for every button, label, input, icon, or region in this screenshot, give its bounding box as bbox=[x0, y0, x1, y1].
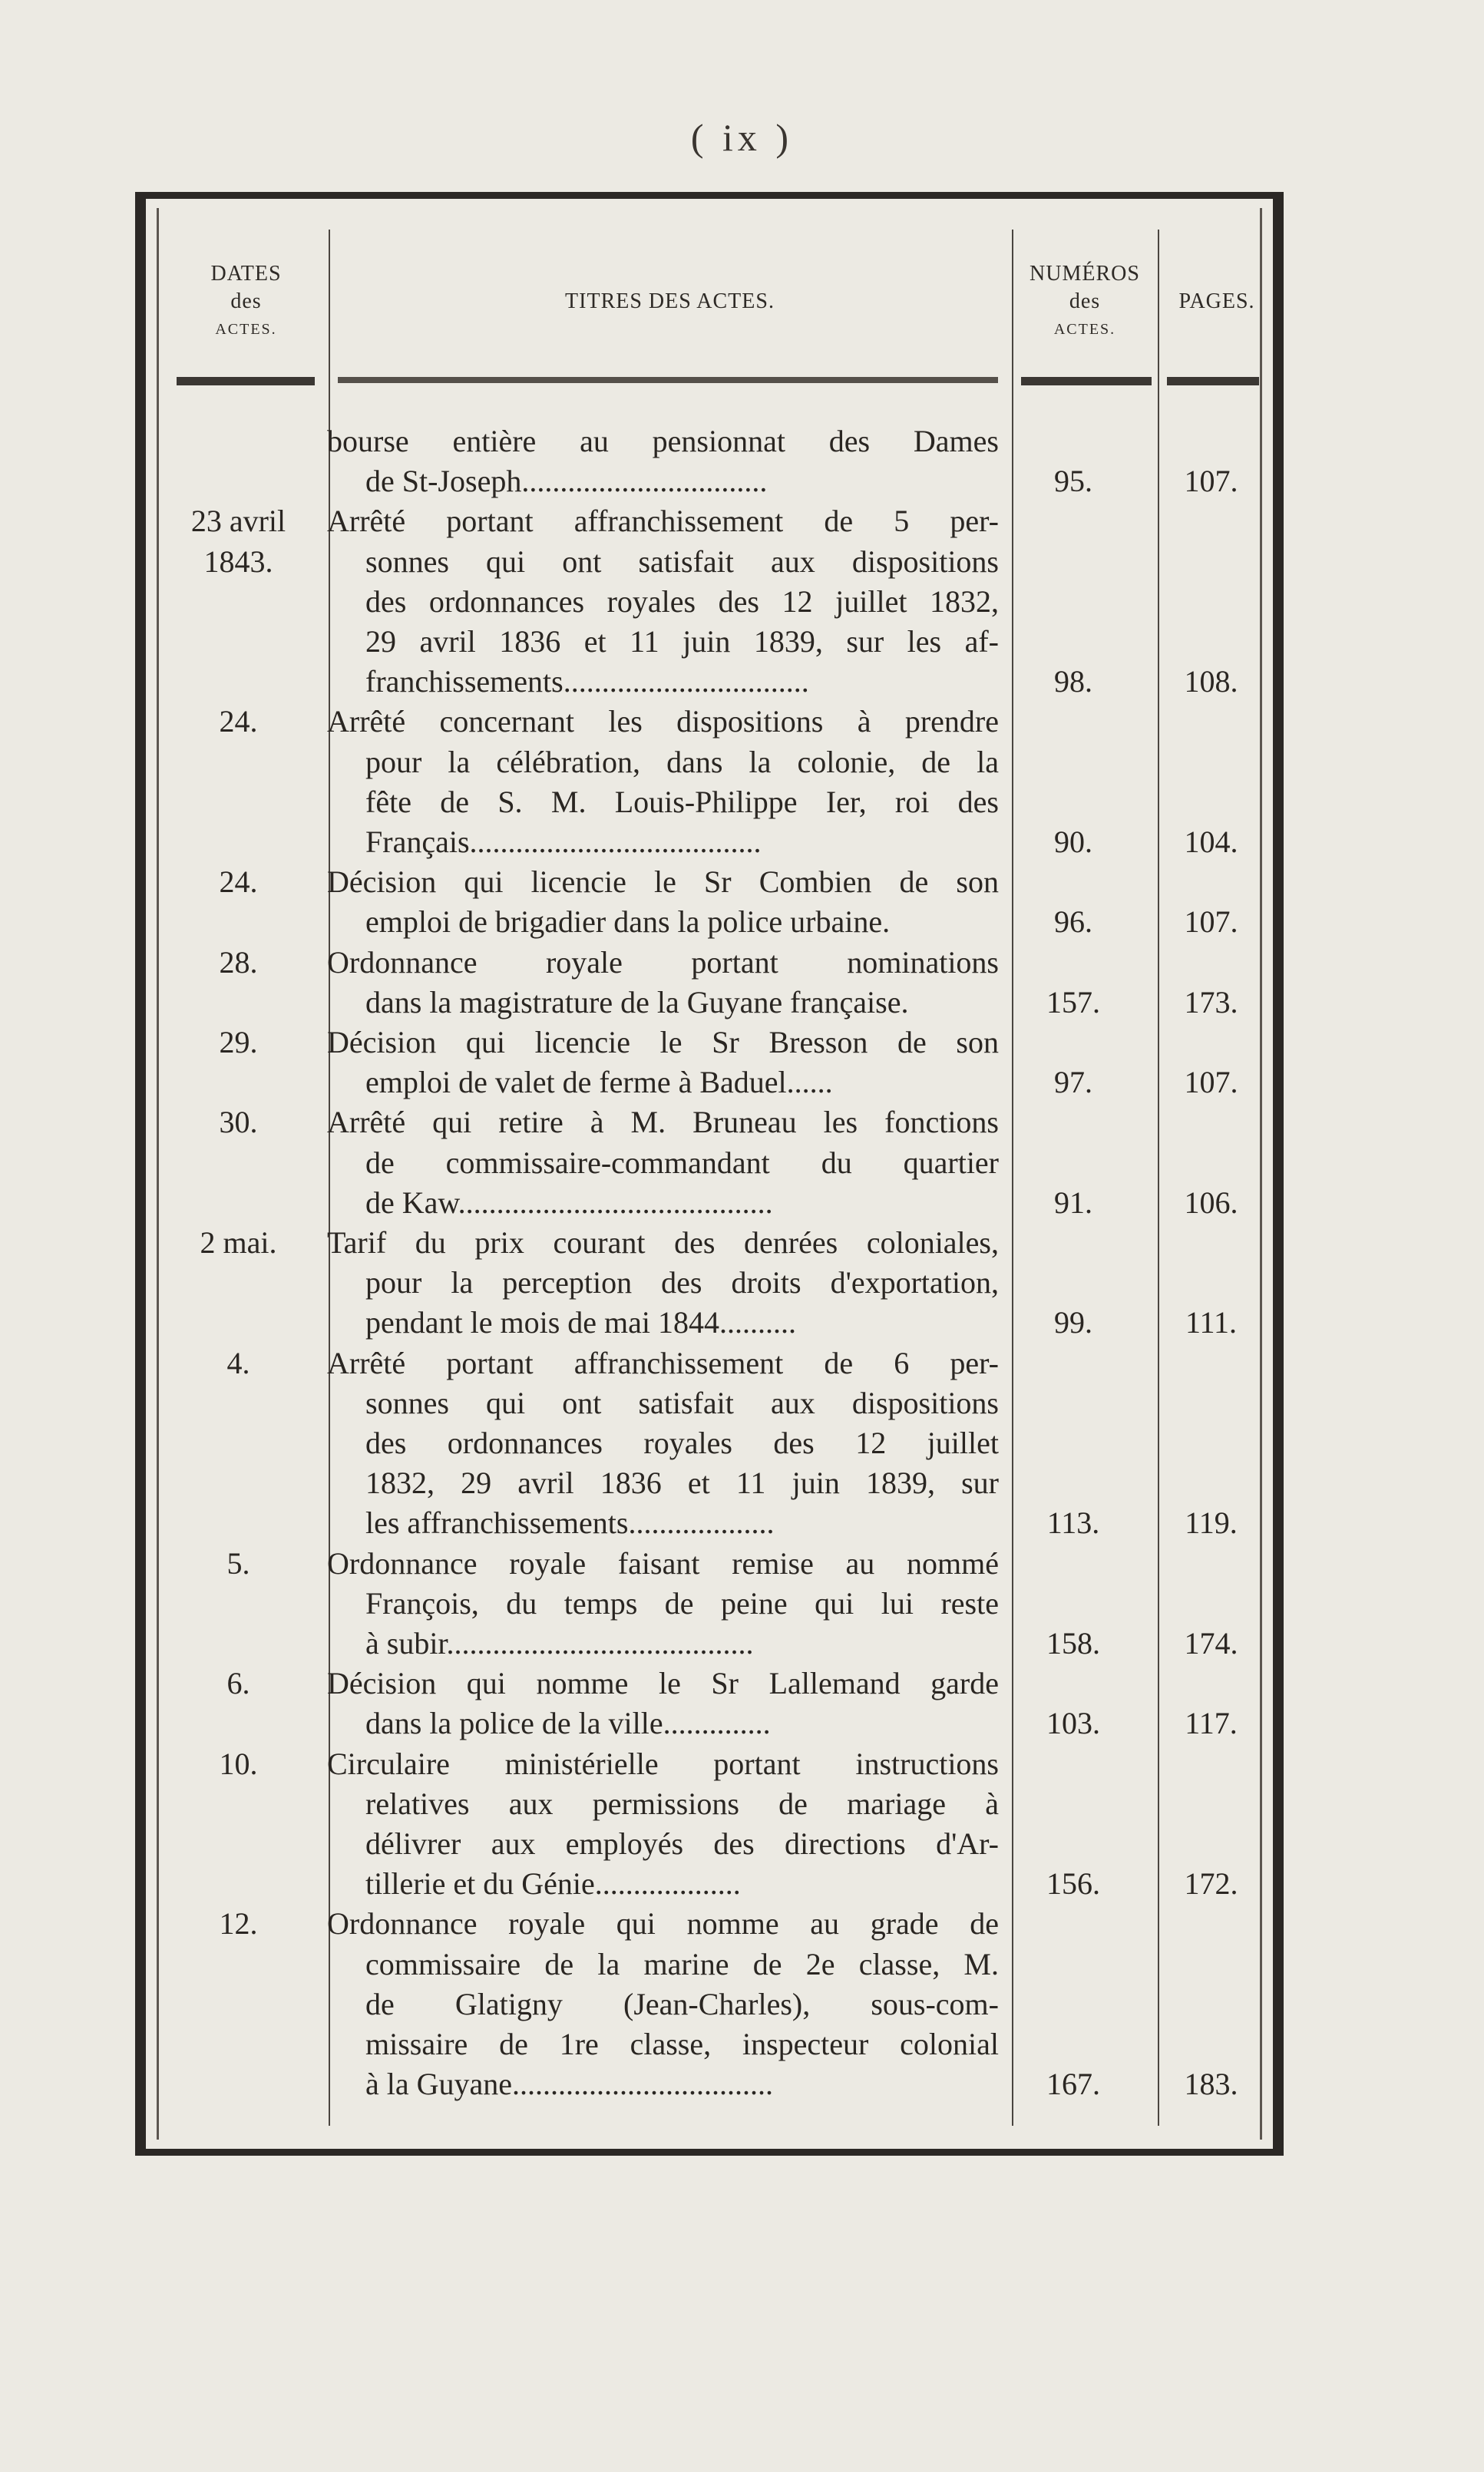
act-date: 2 mai. bbox=[200, 1225, 277, 1260]
act-page: 174. bbox=[1184, 1626, 1238, 1661]
act-number: 96. bbox=[1054, 904, 1092, 940]
act-title-line: emploi de brigadier dans la police urbaine. bbox=[365, 904, 891, 940]
act-title-line: Ordonnance royale portant nominations bbox=[327, 944, 999, 980]
act-title-line: Arrêté portant affranchissement de 6 per- bbox=[327, 1345, 999, 1380]
act-title-line: pour la perception des droits d'exportation, bbox=[365, 1265, 999, 1300]
header-rule bbox=[177, 377, 315, 385]
act-title-line: Tarif du prix courant des denrées coloniales, bbox=[327, 1225, 999, 1260]
act-title-line: emploi de valet de ferme à Baduel...... bbox=[365, 1065, 833, 1100]
act-title-line: missaire de 1re classe, inspecteur colonial bbox=[365, 2027, 999, 2061]
act-number: 158. bbox=[1046, 1626, 1100, 1661]
act-title-line: de St-Joseph................................ bbox=[365, 464, 768, 499]
header-numeros-line: NUMÉROS bbox=[1030, 262, 1140, 286]
act-title-line: dans la police de la ville.............. bbox=[365, 1706, 771, 1741]
act-number: 91. bbox=[1054, 1185, 1092, 1220]
act-page: 173. bbox=[1184, 984, 1238, 1020]
header-dates-line: ACTES. bbox=[215, 321, 277, 338]
header-rule bbox=[338, 377, 998, 383]
act-page: 172. bbox=[1184, 1866, 1238, 1902]
act-title-line: Français...................................... bbox=[365, 825, 762, 859]
act-date: 6. bbox=[226, 1666, 250, 1701]
act-number: 113. bbox=[1046, 1505, 1100, 1541]
act-title-line: à la Guyane.................................. bbox=[365, 2067, 774, 2102]
header-pages: PAGES. bbox=[1178, 289, 1255, 313]
act-date: 1843. bbox=[203, 544, 273, 579]
act-title-line: Ordonnance royale faisant remise au nommé bbox=[327, 1545, 999, 1581]
act-title-line: Arrêté concernant les dispositions à prendre bbox=[327, 704, 999, 739]
act-date: 23 avril bbox=[190, 504, 286, 539]
act-number: 167. bbox=[1046, 2067, 1100, 2102]
act-title-line: sonnes qui ont satisfait aux dispositions bbox=[365, 1385, 999, 1420]
act-title-line: les affranchissements................... bbox=[365, 1505, 775, 1541]
act-title-line: Arrêté portant affranchissement de 5 per- bbox=[327, 504, 999, 539]
header-rule bbox=[1167, 377, 1259, 385]
act-date: 4. bbox=[226, 1345, 250, 1380]
act-number: 97. bbox=[1054, 1065, 1092, 1100]
column-rule bbox=[1158, 230, 1159, 2126]
act-title-line: Décision qui licencie le Sr Bresson de son bbox=[327, 1025, 999, 1059]
act-title-line: bourse entière au pensionnat des Dames bbox=[327, 424, 999, 458]
act-date: 10. bbox=[219, 1746, 258, 1781]
act-number: 99. bbox=[1054, 1305, 1092, 1340]
act-number: 103. bbox=[1046, 1706, 1100, 1741]
act-number: 156. bbox=[1046, 1866, 1100, 1902]
header-numeros bbox=[1013, 260, 1156, 343]
act-title-line: relatives aux permissions de mariage à bbox=[365, 1786, 999, 1821]
act-title-line: délivrer aux employés des directions d'Ar- bbox=[365, 1826, 999, 1861]
act-title-line: dans la magistrature de la Guyane française. bbox=[365, 984, 909, 1020]
act-date: 28. bbox=[219, 944, 258, 980]
act-date: 12. bbox=[219, 1906, 258, 1942]
act-title-line: pour la célébration, dans la colonie, de la bbox=[365, 744, 999, 779]
act-page: 107. bbox=[1184, 464, 1238, 499]
act-title-line: des ordonnances royales des 12 juillet bbox=[365, 1426, 999, 1460]
act-title-line: de commissaire-commandant du quartier bbox=[365, 1145, 999, 1180]
act-number: 98. bbox=[1054, 664, 1092, 699]
act-number: 95. bbox=[1054, 464, 1092, 499]
header-numeros-line: ACTES. bbox=[1053, 321, 1116, 338]
header-dates-line: des bbox=[230, 289, 262, 313]
act-title-line: 1832, 29 avril 1836 et 11 juin 1839, sur bbox=[365, 1466, 999, 1501]
act-page: 119. bbox=[1185, 1505, 1238, 1541]
header-titres: TITRES DES ACTES. bbox=[565, 289, 775, 313]
table-frame bbox=[135, 192, 1284, 2156]
act-title-line: de Kaw......................................... bbox=[365, 1185, 773, 1220]
act-title-line: à subir........................................ bbox=[365, 1626, 754, 1661]
act-page: 108. bbox=[1184, 664, 1238, 699]
act-date: 5. bbox=[226, 1545, 250, 1581]
act-page: 107. bbox=[1184, 1065, 1238, 1100]
act-title-line: franchissements................................ bbox=[365, 664, 809, 699]
header-dates bbox=[167, 260, 325, 343]
act-page: 117. bbox=[1185, 1706, 1238, 1741]
act-title-line: de Glatigny (Jean-Charles), sous-com- bbox=[365, 1986, 999, 2021]
act-title-line: fête de S. M. Louis-Philippe Ier, roi des bbox=[365, 784, 999, 819]
act-date: 29. bbox=[219, 1025, 258, 1059]
act-title-line: François, du temps de peine qui lui reste bbox=[365, 1585, 999, 1621]
act-title-line: commissaire de la marine de 2e classe, M. bbox=[365, 1946, 999, 1981]
act-page: 104. bbox=[1184, 825, 1238, 859]
act-page: 106. bbox=[1184, 1185, 1238, 1220]
column-rule bbox=[1012, 230, 1013, 2126]
act-title-line: Décision qui licencie le Sr Combien de son bbox=[327, 864, 999, 900]
act-date: 24. bbox=[219, 704, 258, 739]
act-page: 107. bbox=[1184, 904, 1238, 940]
act-title-line: Circulaire ministérielle portant instructions bbox=[327, 1746, 999, 1781]
act-date: 30. bbox=[219, 1105, 258, 1140]
act-title-line: Décision qui nomme le Sr Lallemand garde bbox=[327, 1666, 999, 1701]
act-title-line: pendant le mois de mai 1844.......... bbox=[365, 1305, 797, 1340]
act-title-line: tillerie et du Génie................... bbox=[365, 1866, 741, 1902]
act-title-line: Arrêté qui retire à M. Bruneau les fonctions bbox=[327, 1105, 999, 1140]
act-title-line: des ordonnances royales des 12 juillet 1832, bbox=[365, 583, 999, 619]
act-number: 157. bbox=[1046, 984, 1100, 1020]
header-numeros-line: des bbox=[1069, 289, 1101, 313]
act-page: 111. bbox=[1185, 1305, 1238, 1340]
act-title-line: sonnes qui ont satisfait aux dispositions bbox=[365, 544, 999, 579]
act-title-line: Ordonnance royale qui nomme au grade de bbox=[327, 1906, 999, 1942]
page-folio: ( ix ) bbox=[690, 116, 794, 159]
act-page: 183. bbox=[1184, 2067, 1238, 2102]
act-title-line: 29 avril 1836 et 11 juin 1839, sur les af- bbox=[365, 624, 999, 659]
header-rule bbox=[1021, 377, 1152, 385]
act-number: 90. bbox=[1054, 825, 1092, 859]
header-dates-line: DATES bbox=[210, 262, 282, 286]
act-date: 24. bbox=[219, 864, 258, 900]
